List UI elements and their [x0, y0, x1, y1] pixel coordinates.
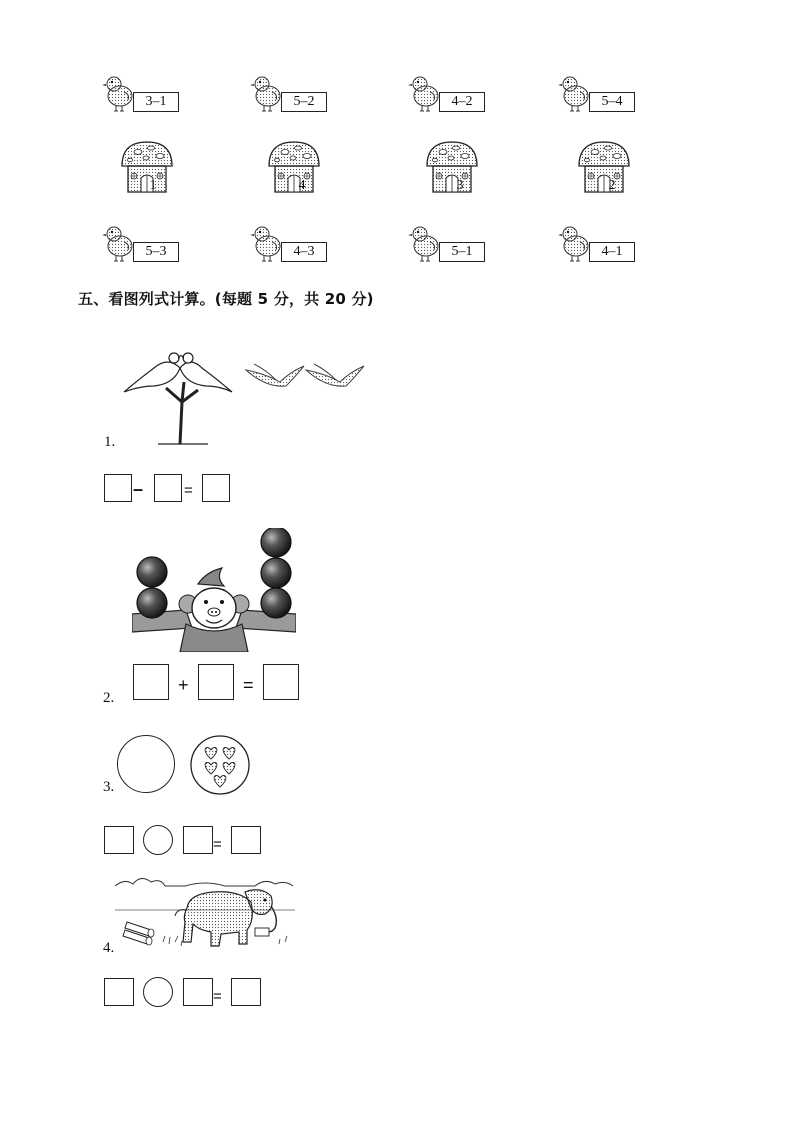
chick-icon: [102, 222, 136, 262]
answer-box[interactable]: [231, 978, 261, 1006]
clown-picture: [132, 528, 296, 652]
question-number: 1.: [104, 434, 116, 450]
expression-box: 3–1: [133, 92, 179, 112]
equals-sign: =: [213, 988, 222, 1005]
chick-icon: [408, 222, 442, 262]
mushroom-house-icon: [575, 138, 633, 196]
answer-box[interactable]: [183, 826, 213, 854]
chick-icon: [250, 72, 284, 112]
chick-row-2: [0, 222, 794, 266]
mushroom-number: 1: [149, 178, 157, 193]
minus-sign: –: [133, 479, 144, 499]
answer-box[interactable]: [231, 826, 261, 854]
ball-icon: [261, 528, 291, 557]
expression-box: 5–3: [133, 242, 179, 262]
question-number: 4.: [103, 940, 115, 956]
tree-icon: [166, 382, 198, 444]
equals-sign: =: [243, 675, 254, 695]
flying-bird-icon: [306, 364, 364, 386]
mushroom-house: [265, 138, 323, 200]
operator-circle[interactable]: [143, 977, 173, 1007]
chick-icon: [102, 72, 136, 112]
answer-box[interactable]: [133, 664, 169, 700]
answer-box[interactable]: [104, 474, 132, 502]
perched-bird-icon: [180, 353, 232, 392]
answer-box[interactable]: [263, 664, 299, 700]
expression-box: 5–1: [439, 242, 485, 262]
logs-icon: [123, 922, 154, 945]
chick-icon: [558, 222, 592, 262]
mushroom-number: 3: [456, 178, 464, 193]
question-number: 3.: [103, 779, 115, 795]
expression-box: 4–2: [439, 92, 485, 112]
birds-picture: [118, 342, 368, 446]
elephant-picture: [115, 872, 295, 952]
chick-icon: [408, 72, 442, 112]
clown-hat-icon: [198, 568, 224, 586]
expression-box: 4–1: [589, 242, 635, 262]
chick-icon: [558, 72, 592, 112]
elephant-icon: [175, 890, 276, 946]
mushroom-house: [118, 138, 176, 200]
mushroom-number: 4: [298, 178, 306, 193]
perched-bird-icon: [124, 353, 182, 392]
ball-icon: [261, 588, 291, 618]
question-number: 2.: [103, 690, 115, 706]
expression-box: 4–3: [281, 242, 327, 262]
answer-box[interactable]: [154, 474, 182, 502]
mushroom-house-icon: [265, 138, 323, 196]
ball-icon: [137, 557, 167, 587]
operator-circle[interactable]: [143, 825, 173, 855]
mushroom-house-icon: [423, 138, 481, 196]
answer-box[interactable]: [104, 826, 134, 854]
equals-sign: =: [213, 836, 222, 853]
ball-icon: [137, 588, 167, 618]
section-title: 五、看图列式计算。(每题 5 分，共 20 分): [78, 290, 374, 308]
answer-box[interactable]: [183, 978, 213, 1006]
answer-box[interactable]: [198, 664, 234, 700]
flying-bird-icon: [246, 364, 304, 386]
plus-sign: +: [178, 675, 189, 695]
expression-box: 5–4: [589, 92, 635, 112]
mushroom-number: 2: [608, 178, 616, 193]
equals-sign: =: [184, 482, 193, 499]
mushroom-house: [423, 138, 481, 200]
mushroom-house: [575, 138, 633, 200]
answer-box[interactable]: [202, 474, 230, 502]
answer-box[interactable]: [104, 978, 134, 1006]
hearts-circle: [189, 735, 251, 795]
chick-row-1: [0, 72, 794, 116]
empty-circle: [117, 735, 175, 793]
ball-icon: [261, 558, 291, 588]
expression-box: 5–2: [281, 92, 327, 112]
chick-icon: [250, 222, 284, 262]
